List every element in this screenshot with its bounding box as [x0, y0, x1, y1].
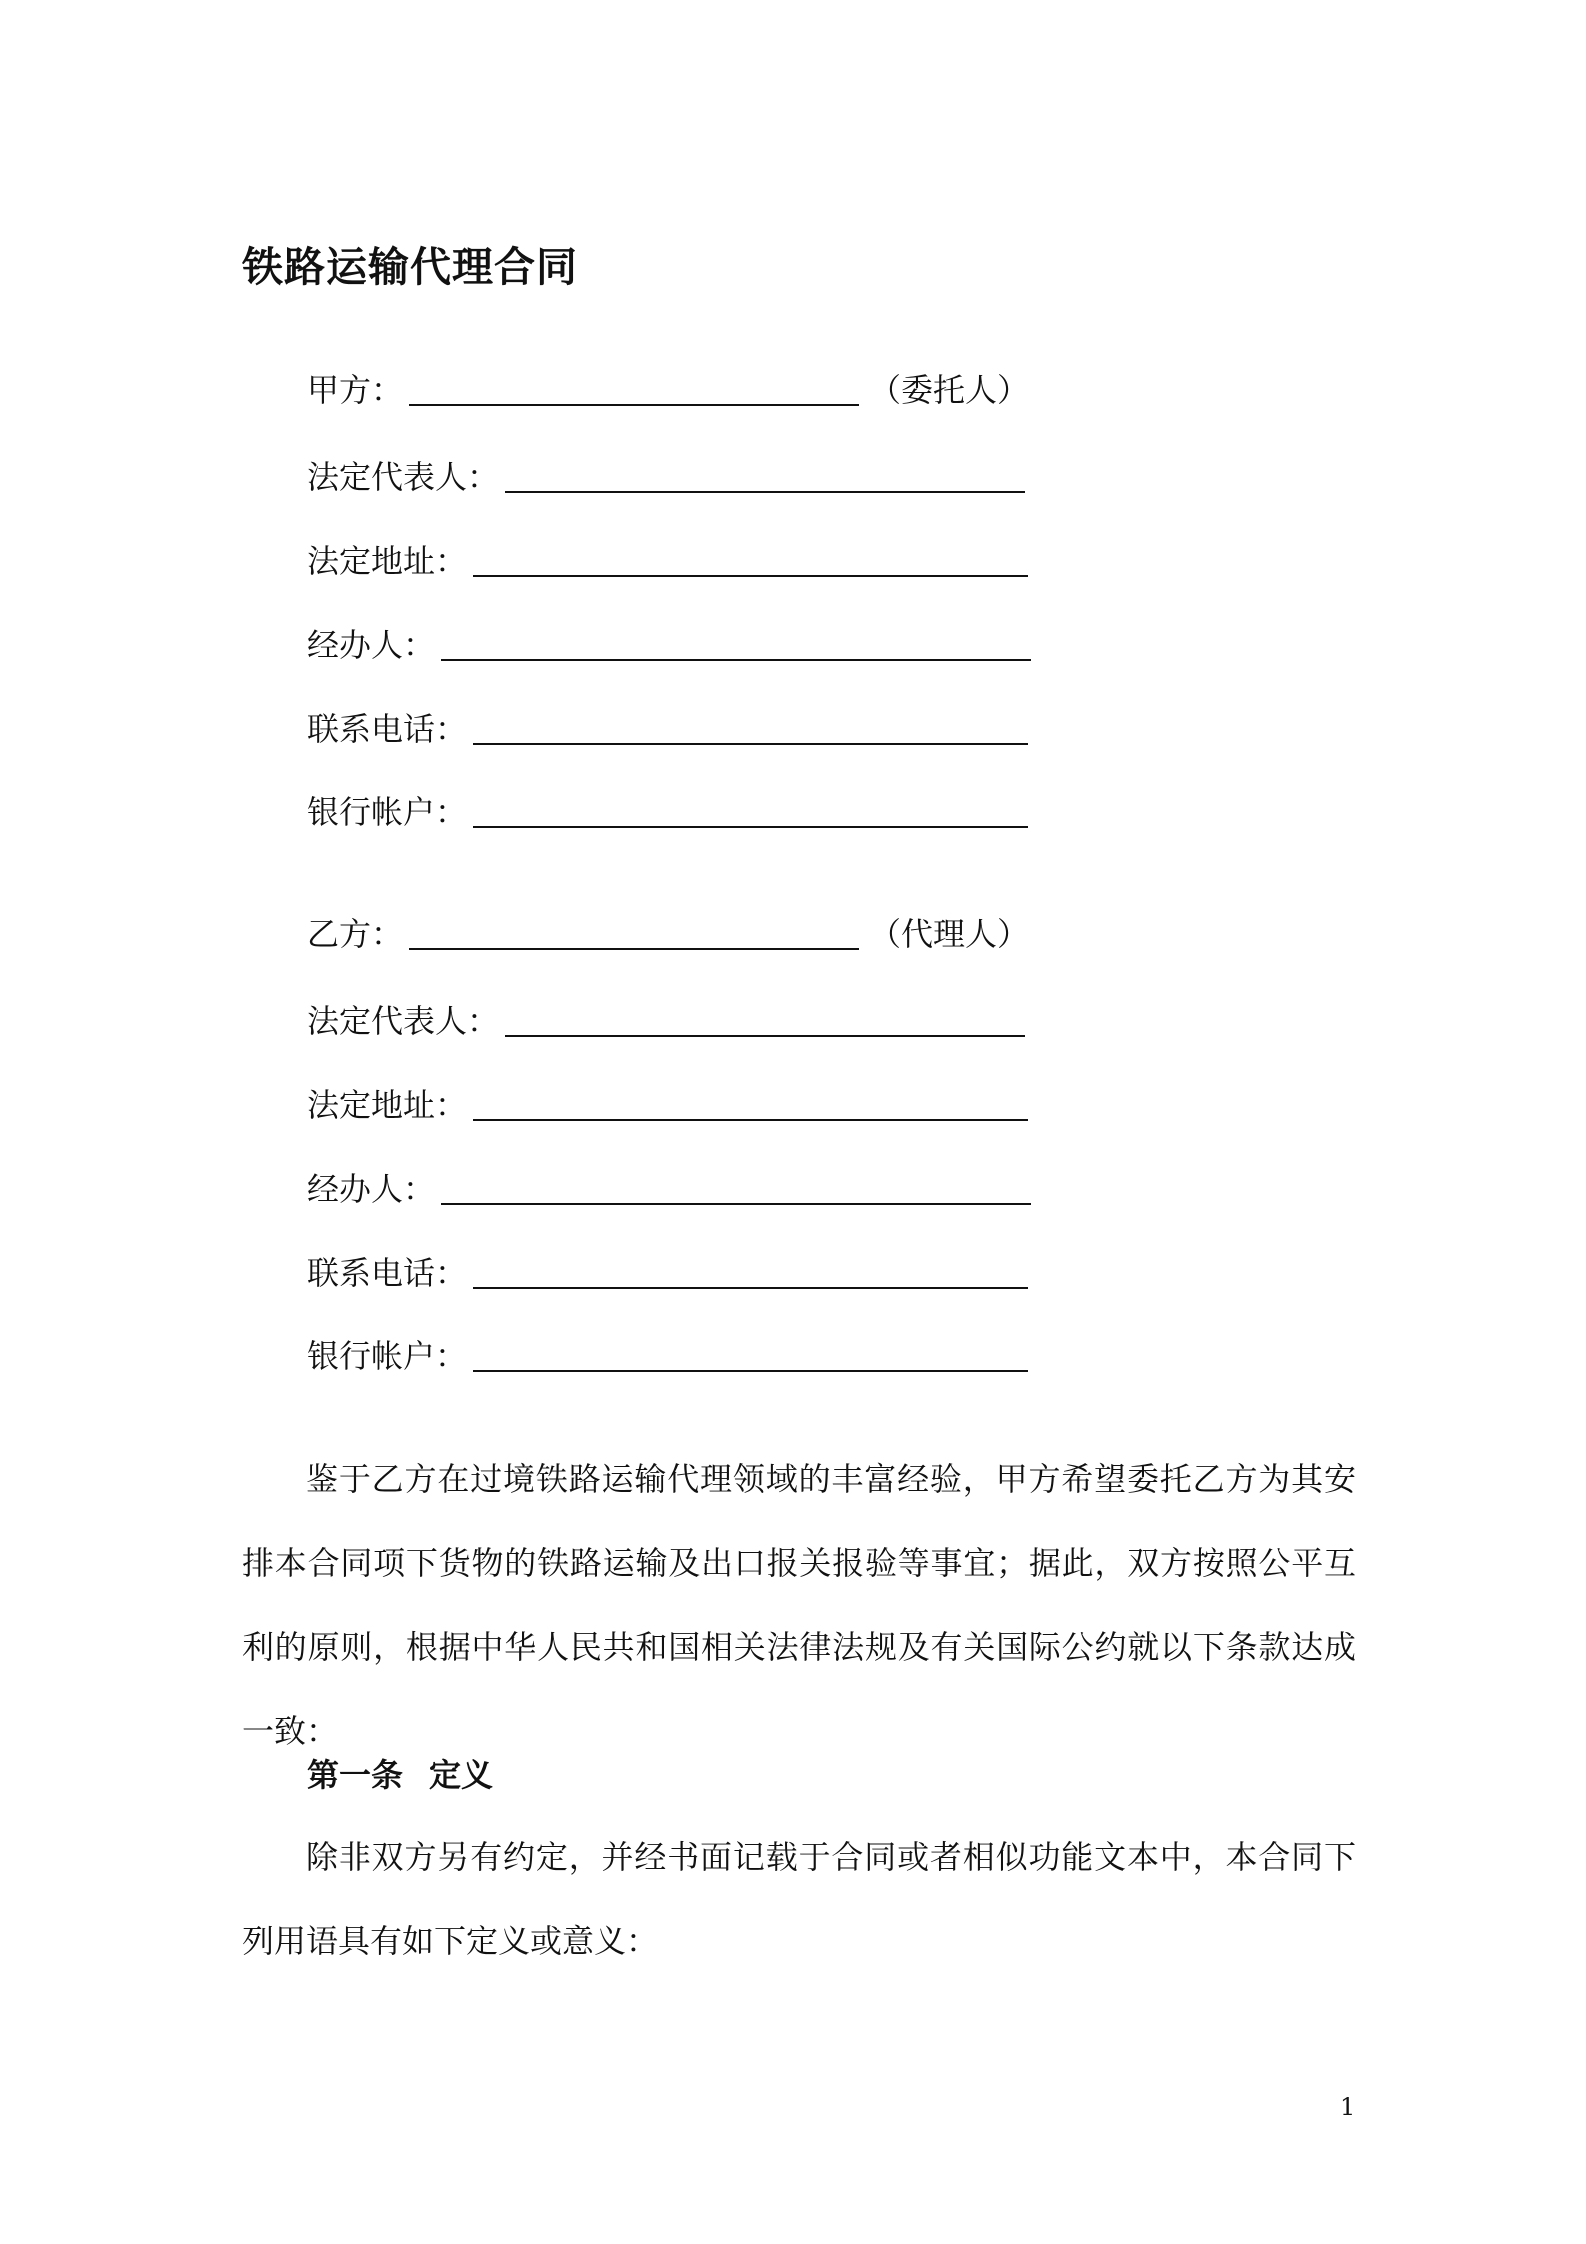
party-a-label: 甲方：: [307, 371, 404, 409]
field-label: 联系电话：: [307, 710, 468, 748]
field-blank[interactable]: [473, 1334, 1028, 1372]
party-a-blank[interactable]: [409, 368, 859, 406]
field-label: 法定代表人：: [307, 1002, 500, 1040]
page-number: 1: [1340, 2093, 1356, 2121]
field-blank[interactable]: [441, 623, 1031, 661]
party-b-role: （代理人）: [869, 915, 1030, 953]
field-blank[interactable]: [441, 1167, 1031, 1205]
contract-title: 铁路运输代理合同: [242, 243, 578, 291]
field-blank[interactable]: [473, 1083, 1028, 1121]
party-a-role: （委托人）: [869, 371, 1030, 409]
field-blank[interactable]: [473, 539, 1028, 577]
party-b-phone-field: [307, 1251, 1028, 1295]
field-label: 联系电话：: [307, 1254, 468, 1292]
field-label: 银行帐户：: [307, 793, 468, 831]
preamble-paragraph: 鉴于乙方在过境铁路运输代理领域的丰富经验，甲方希望委托乙方为其安排本合同项下货物的铁路运输及出口报关报验等事宜；据此，双方按照公平互利的原则，根据中华人民共和国相关法律法规及有关国际公约就以下条款达成一致：: [242, 1460, 1356, 1750]
field-blank[interactable]: [505, 455, 1025, 493]
party-b-name-field: [307, 912, 1029, 956]
party-a-handler-field: [307, 623, 1031, 667]
article-number: 第一条: [307, 1756, 404, 1794]
party-a-phone-field: [307, 707, 1028, 751]
party-b-label: 乙方：: [307, 915, 404, 953]
party-b-blank[interactable]: [409, 912, 859, 950]
article-title: 定义: [429, 1756, 494, 1794]
party-a-name-field: [307, 368, 1029, 412]
field-label: 银行帐户：: [307, 1337, 468, 1375]
field-label: 经办人：: [307, 1170, 436, 1208]
field-label: 法定地址：: [307, 542, 468, 580]
field-blank[interactable]: [505, 999, 1025, 1037]
article-1-heading: [307, 1750, 493, 1796]
party-b-bank-field: [307, 1334, 1028, 1378]
article-1-paragraph: 除非双方另有约定，并经书面记载于合同或者相似功能文本中，本合同下列用语具有如下定义或意义：: [242, 1838, 1356, 1960]
field-blank[interactable]: [473, 790, 1028, 828]
party-a-bank-field: [307, 790, 1028, 834]
field-label: 法定代表人：: [307, 458, 500, 496]
field-blank[interactable]: [473, 1251, 1028, 1289]
party-b-address-field: [307, 1083, 1028, 1127]
party-b-handler-field: [307, 1167, 1031, 1211]
field-blank[interactable]: [473, 707, 1028, 745]
field-label: 法定地址：: [307, 1086, 468, 1124]
party-a-address-field: [307, 539, 1028, 583]
party-a-legal-rep-field: [307, 455, 1025, 499]
party-b-legal-rep-field: [307, 999, 1025, 1043]
field-label: 经办人：: [307, 626, 436, 664]
